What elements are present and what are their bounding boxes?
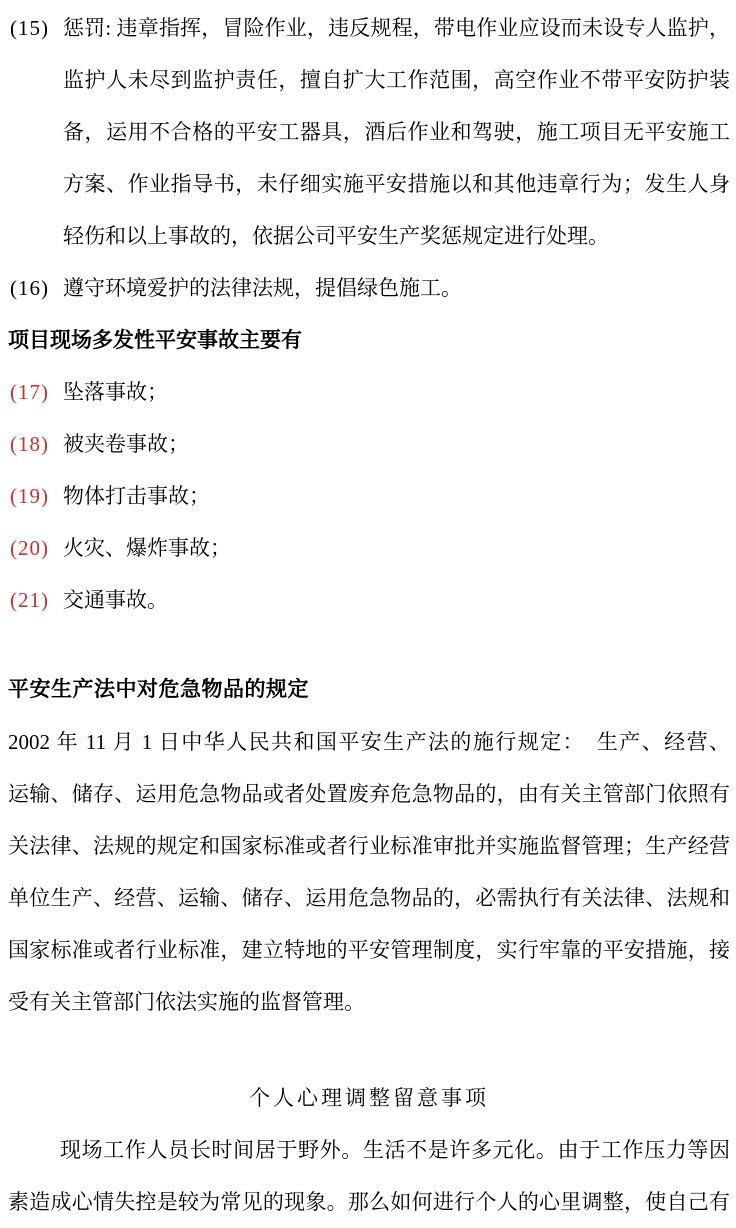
item-text-line: 遵守环境爱护的法律法规，提倡绿色施工。 (63, 276, 462, 300)
item-text-line: 轻伤和以上事故的，依据公司平安生产奖惩规定进行处理。 (63, 224, 609, 248)
item-text-line: 交通事故。 (63, 588, 168, 612)
item-number-red: (18) (10, 432, 49, 456)
item-number-red: (21) (10, 588, 49, 612)
item-text-line: 火灾、爆炸事故； (63, 536, 231, 560)
paragraph-line: 2002 年 11 月 1 日中华人民共和国平安生产法的施行规定： 生产、经营、 (8, 730, 730, 754)
personal-psychology-heading: 个人心理调整留意事项 (249, 1086, 489, 1110)
item-text-line: 惩罚: 违章指挥，冒险作业，违反规程，带电作业应设而未设专人监护， (63, 16, 730, 40)
list-item-20 (8, 522, 730, 574)
item-text-line: 被夹卷事故； (63, 432, 189, 456)
list-item-17 (8, 366, 730, 418)
accidents-subheading: 项目现场多发性平安事故主要有 (8, 328, 302, 352)
item-text-line: 坠落事故； (63, 380, 168, 404)
list-item-19 (8, 470, 730, 522)
paragraph-line: 受有关主管部门依法实施的监督管理。 (8, 990, 365, 1014)
list-item-16 (8, 262, 730, 314)
list-item-18 (8, 418, 730, 470)
paragraph-line: 关法律、法规的规定和国家标准或者行业标准审批并实施监督管理；生产经营 (8, 834, 730, 858)
paragraph-line: 国家标准或者行业标准，建立特地的平安管理制度，实行牢靠的平安措施，接 (8, 938, 730, 962)
item-number: (16) (10, 276, 49, 300)
item-text-line: 物体打击事故； (63, 484, 210, 508)
item-text-line: 备，运用不合格的平安工器具，酒后作业和驾驶，施工项目无平安施工 (63, 120, 730, 144)
item-number-red: (20) (10, 536, 49, 560)
closing-paragraph (8, 1124, 730, 1228)
item-number-red: (17) (10, 380, 49, 404)
item-number-red: (19) (10, 484, 49, 508)
paragraph-line: 现场工作人员长时间居于野外。生活不是许多元化。由于工作压力等因 (60, 1138, 730, 1162)
list-item-15 (8, 2, 730, 262)
section-heading-dangerous-goods: 平安生产法中对危急物品的规定 (8, 678, 309, 701)
paragraph-line: 素造成心情失控是较为常见的现象。那么如何进行个人的心里调整，使自己有 (8, 1190, 730, 1214)
item-number: (15) (10, 16, 49, 40)
paragraph-line: 单位生产、经营、运输、储存、运用危急物品的，必需执行有关法律、法规和 (8, 886, 730, 910)
list-item-21 (8, 574, 730, 626)
paragraph-line: 运输、储存、运用危急物品或者处置废弃危急物品的，由有关主管部门依照有 (8, 782, 730, 806)
item-text-line: 方案、作业指导书，未仔细实施平安措施以和其他违章行为；发生人身 (63, 172, 730, 196)
law-paragraph (8, 716, 730, 1028)
item-text-line: 监护人未尽到监护责任，擅自扩大工作范围，高空作业不带平安防护装 (63, 68, 730, 92)
